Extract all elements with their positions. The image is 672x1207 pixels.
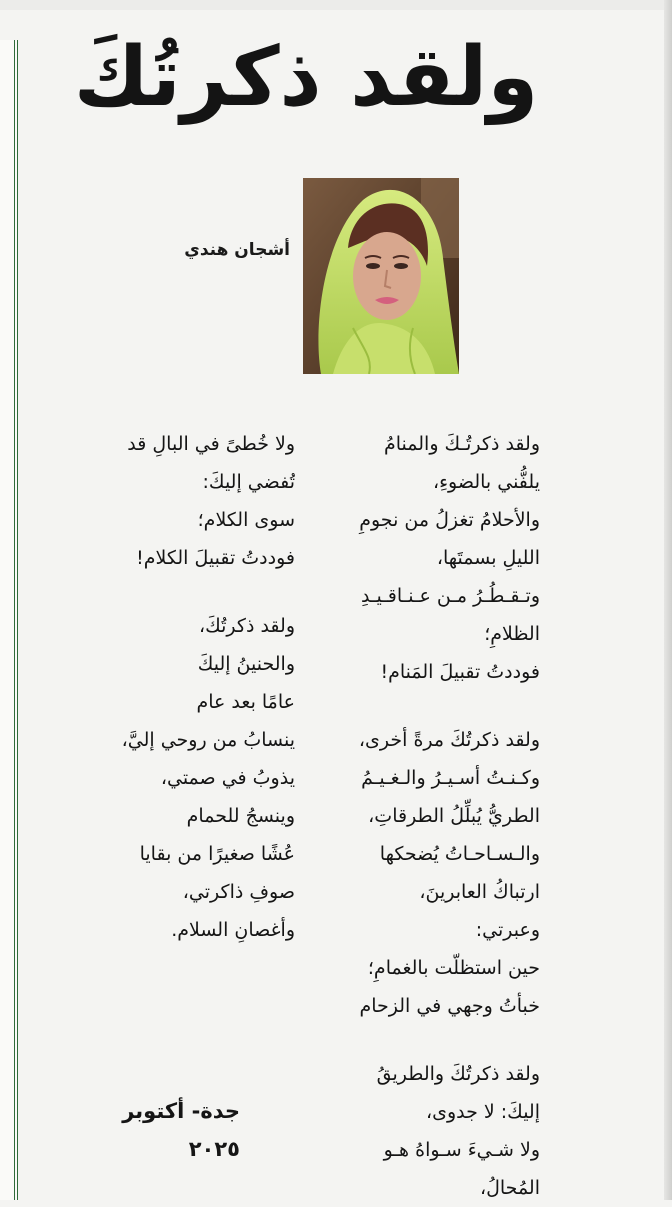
poem-line: سوى الكلام؛ <box>197 509 295 531</box>
poem-line: فوددتُ تقبيلَ الكلام! <box>136 547 295 569</box>
left-column-rule <box>0 40 18 1200</box>
page-top-edge <box>0 0 672 10</box>
signature-place: جدة- أكتوبر <box>122 1099 240 1123</box>
signature-year: ٢٠٢٥ <box>188 1137 240 1161</box>
author-name: أشجان هندي <box>184 240 290 260</box>
poem-line: المُحالُ، <box>479 1177 540 1199</box>
poem-line: ولقد ذكرتُكَ مرةً أخرى، <box>358 729 540 751</box>
poem-line: ولقد ذكرتُكَ والطريقُ <box>376 1063 540 1085</box>
poem-line: والـسـاحـاتُ يُضحكها <box>379 843 540 865</box>
poem-line: صوفِ ذاكرتي، <box>182 881 295 903</box>
poem-line: وعبرتي: <box>475 919 540 941</box>
poem-line: والأحلامُ تغزلُ من نجومِ <box>359 509 540 531</box>
poem-right-column <box>322 425 540 1207</box>
poem-left-column <box>65 425 295 949</box>
poem-line: الليلِ بسمتَها، <box>436 547 540 569</box>
poem-line: عامًا بعد عام <box>196 691 295 713</box>
poem-line: الطريُّ يُبلِّلُ الطرقاتِ، <box>368 805 540 827</box>
poem-line: ارتباكُ العابرينَ، <box>419 881 540 903</box>
article-title: ولقد ذكرتُكَ <box>73 30 539 125</box>
poem-line: ولا شـيءَ سـواهُ هـو <box>383 1139 540 1161</box>
poem-line: ولقد ذكرتُكَ، <box>198 615 295 637</box>
poem-line: ينسابُ من روحي إليَّ، <box>121 729 295 751</box>
poem-line: إليكَ: لا جدوى، <box>425 1101 540 1123</box>
poem-line: حين استظلّت بالغمامِ؛ <box>367 957 540 979</box>
stanza-gap <box>322 1025 540 1055</box>
stanza-gap <box>65 577 295 607</box>
poem-line: يلفُّني بالضوءِ، <box>432 471 540 493</box>
poem-line: تُفضي إليكَ: <box>202 471 295 493</box>
poem-signature <box>60 1092 240 1168</box>
poem-line: يذوبُ في صمتي، <box>160 767 295 789</box>
poem-line: فوددتُ تقبيلَ المَنام! <box>380 661 540 683</box>
poem-line: وأغصانِ السلام. <box>171 919 295 941</box>
poem-line: وتـقـطُـرُ مـن عـنـاقـيـدِ <box>360 585 540 607</box>
page-right-shadow <box>664 0 672 1200</box>
poem-line: عُشًا صغيرًا من بقايا <box>139 843 295 865</box>
stanza-gap <box>322 691 540 721</box>
poem-line: خبأتُ وجهي في الزحام <box>359 995 540 1017</box>
poem-line: وينسجُ للحمام <box>186 805 295 827</box>
poem-line: الظلامِ؛ <box>484 623 540 645</box>
poem-line: ولا خُطىً في البالِ قد <box>127 433 295 455</box>
author-photo <box>303 178 459 374</box>
author-portrait-icon <box>303 178 459 374</box>
poem-line: ولقد ذكرتُـكَ والمنامُ <box>384 433 540 455</box>
poem-line: وكـنـتُ أسـيـرُ والـغـيـمُ <box>361 767 540 789</box>
poem-line: والحنينُ إليكَ <box>197 653 295 675</box>
